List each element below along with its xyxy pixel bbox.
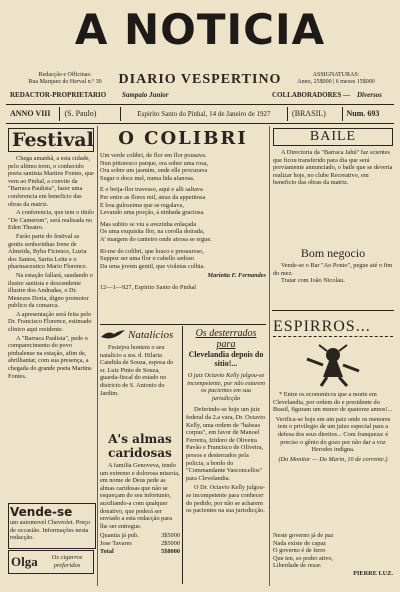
- bom-negocio-text: Vende-se o Bar "Ao Ponto", pegue até o fim do mez.: [273, 262, 393, 277]
- olga-ad: [8, 550, 94, 574]
- ledger-label: Quantia já pub.: [100, 532, 139, 540]
- desterrados-lede: O juiz Octavio Kelly julgou-se incompetente, por não estarem os pacientes em sua jurisdicção: [187, 372, 265, 402]
- almas-heading: A's almas caridosas: [108, 432, 172, 460]
- subscriptions: [280, 72, 392, 86]
- bird-ornament-icon: [100, 328, 126, 342]
- ledger-row: [100, 540, 180, 548]
- divider: [6, 123, 394, 124]
- poem-line: A' margem do canteiro onde airosa se ergue.: [100, 235, 212, 243]
- vende-ad: [8, 503, 96, 549]
- festival-paragraph: A "Barraca Paulista", pede o comparecimento do povo pinhalense na estação, afim de, abrilhantar, com sua presença, a chegada do grande poeta Martins Fontes.: [8, 334, 92, 380]
- editor-name: Sampaio Junior: [122, 91, 169, 99]
- almas-article: [100, 432, 180, 584]
- poem-dateline: 12—1—927, Espirito Santo do Pinhal: [100, 283, 197, 291]
- natalicios-header: [100, 328, 180, 342]
- olga-word: Olga: [11, 554, 38, 570]
- poem-line: Sugar o doce mel, numa lida afanosa.: [100, 174, 195, 182]
- poem-line: Da uma jovem gentil, que violetas colhia.: [100, 262, 205, 270]
- info-bar: [6, 106, 394, 122]
- column-rule: [182, 326, 183, 584]
- poem-stanza: [100, 221, 266, 244]
- poem-line: Ri-me do colibri, que louco e pressuroso,: [100, 247, 204, 255]
- poem-line: Suppoz ser uma flor o cabello sedoso: [100, 255, 195, 263]
- subscriptions-prices: Anno, 25$000 | 6 mezes 15$000: [297, 79, 375, 85]
- contributors-label: COLLABORADORES —: [272, 91, 350, 99]
- poem-line: E o beija-flor travesso, aqui e alli saltava: [100, 186, 203, 194]
- poem-line: Um verde colibri, de flor em flor pousava.: [100, 152, 207, 159]
- subtitle: DIARIO VESPERTINO: [118, 72, 282, 87]
- espirros-body: * Entre os economicos que a morte em Clevelandia, por ordem do e presidente do Brasil, figuram um menor de quatorze annos!...: [273, 391, 393, 414]
- ledger-value: 5$8000: [161, 547, 180, 555]
- baile-article: [273, 128, 393, 244]
- festival-article: [8, 128, 94, 498]
- olga-text: Os cigarros preferidos: [51, 554, 83, 569]
- colibri-poem: [100, 128, 266, 322]
- colibri-heading: O COLIBRI: [118, 128, 248, 149]
- vende-text: um automovel Chevrolet. Preço de occasião. Informações nesta redacção.: [10, 519, 91, 542]
- closing-verse: [273, 532, 393, 586]
- contributors-name: Diversos: [357, 91, 382, 99]
- verse-author: PIERRE LUZ.: [353, 569, 393, 577]
- poem-author: Marietta F. Fernandes: [207, 272, 266, 280]
- column-rule: [97, 126, 98, 586]
- verse-line: Liberdade de rezar.: [273, 562, 322, 570]
- ledger-value: 3$5000: [161, 532, 180, 540]
- divider: [272, 310, 394, 311]
- natalicios-text: Festejou hontem o seu natalicio a sra. d. Hilaria Candida de Souza, esposa do sr. Luiz Pinto de Souza, guarda-fiscal do estado no districto de S. Antonio do Jardim.: [100, 344, 174, 397]
- festival-paragraph: Na estação fallará, saudando o ilustre santista e descendente illustre dos Andradas, o Dr. Menezes Doria, digno promotor publico da comarca.: [8, 271, 93, 310]
- verse-line: Nada existe de capaz: [273, 539, 326, 547]
- desterrados-article: [186, 328, 266, 584]
- poem-line: E boa guloseima que se regalava,: [100, 201, 184, 209]
- poem-line: Levando uma porção, á ninhada graciosa.: [100, 209, 205, 217]
- divider: [100, 324, 266, 325]
- festival-heading: Festival: [8, 128, 94, 152]
- verse-line: O governo é de ferro: [273, 547, 326, 555]
- verse-line: Neste governo já de paz: [273, 532, 334, 539]
- almas-text: A familia Genoveva, tendo um extremo e dolorosa miseria, em nome de Deus pede as almas caridosas que não se esqueçam do seu infortunio, auxiliando-a com qualquer donativo, que poderá ser enviado a esta redacção para lhe ser entregue.: [100, 462, 180, 530]
- jester-illustration-icon: [293, 343, 373, 387]
- festival-paragraph: Farão parte do festival as gentis senhorinhas Irene de Almeida, Byba Fictence, Luzia dos Santos, Sarita Leite e o pharmaceutico Mario Florence.: [8, 232, 88, 271]
- verse-line: Que ten, so poder ativo,: [273, 554, 334, 562]
- espirros-article: [273, 318, 393, 530]
- poem-stanza: [100, 186, 266, 216]
- poem-stanza: [100, 248, 266, 271]
- vende-heading: Vende-se: [10, 505, 73, 519]
- ledger-label: Total: [100, 547, 114, 555]
- office-label: Redacção e Officinas:: [38, 72, 92, 78]
- country: (BRASIL): [288, 107, 342, 121]
- desterrados-heading: Os desterrados para: [195, 328, 257, 350]
- bom-negocio-heading: Bom negocio: [300, 246, 366, 260]
- festival-paragraph: A apresentação será feita pelo Dr. Francisco Florence, estimado clinico aqui residente.: [8, 310, 92, 334]
- espirros-signature: (Do Monitor — Do Marin, 10 de corrente.): [278, 455, 388, 463]
- column-rule: [269, 126, 270, 586]
- ledger-row: [100, 548, 180, 556]
- office-address: [10, 72, 120, 86]
- baile-heading: BAILE: [273, 128, 393, 146]
- subscriptions-label: ASSIGNATURAS:: [312, 72, 360, 78]
- poem-line: Mas subito se viu a avezinha enlaçada: [100, 220, 197, 228]
- issue-number: Num. 693: [346, 109, 380, 118]
- issue-date: Espirito Santo do Pinhal, 14 de Janeiro de 1927: [121, 107, 288, 121]
- espirros-heading: ESPIRROS...: [273, 318, 393, 337]
- poem-line: Per entre as flores mil, atraz da appetitosa: [100, 193, 206, 201]
- festival-paragraph: Chega amanhã, a esta cidade, pelo ultimo trem, o conhecido poeta santista Martins Fontes, que vem ao Pinhal, a convite da "Barraca Paulista", fazer uma conferencia em beneficio das obras da matriz.: [8, 155, 94, 208]
- divider: [6, 104, 394, 105]
- festival-paragraph: A conferencia, que tem o titulo "De Camerom", será realisada no Eden Theatro.: [8, 209, 94, 232]
- ledger-value: 2$5000: [161, 539, 180, 547]
- espirros-stanza: Verifica-se hoje em um paiz onde os menores tem o privilegio de um juizo especial para a defesa dos seus direitos... Com franqueza: é preciso o gênio do gozo por não dar a voz Herodes indigna.: [275, 415, 391, 454]
- year: ANNO VIII: [6, 107, 60, 121]
- editor-label: REDACTOR-PROPRIETARIO: [10, 91, 107, 99]
- poem-stanza: [100, 152, 266, 182]
- desterrados-paragraph: O Dr. Octavio Kelly julgou-se incompetente para conhecer do pedido, por não se acharem os pacientes na sua jurisdicção.: [186, 484, 265, 515]
- natalicios-article: [100, 328, 180, 428]
- poem-line: Ora sobre um jasmim, onde elle procurava: [100, 167, 208, 175]
- office-street: Rua Marquez do Herval n.º 30: [28, 79, 102, 85]
- poem-line: Os uma exquisita flor, na corolla doirada,: [100, 228, 205, 236]
- bom-negocio-contact: Tratar com João Nicolau.: [281, 277, 345, 285]
- desterrados-subheading: Clevelandia depois do sitio!...: [188, 350, 264, 368]
- masthead-title: A NOTICIA: [74, 5, 326, 54]
- ledger-label: Jose Tavares: [100, 539, 132, 547]
- bom-negocio-ad: [273, 246, 393, 306]
- baile-text: A Directoria da "Barraca Jahú" faz scientes que ficou transferido para dia que será previamente annunciado, o baile que se deveria realizar hoje, no clube Recreativo, em beneficio das obras da matriz.: [273, 149, 393, 187]
- poem-line: Nun pittoresco parque, era sobre uma rosa,: [100, 159, 209, 167]
- natalicios-heading: Natalicios: [128, 329, 174, 341]
- desterrados-paragraph: Deferindo-se hoje um juiz federal da 2.a vara, Dr. Octavio Kelly, uma ordem de "habeas corpus", em favor de Manoel Ferreira, Izidoro de Oliveira Pavão e Francisco de Oliveira, presos e desterrados pela policia, a bordo do "Commandante Vasconcellos" para Clevelandia.: [186, 406, 266, 482]
- state: (S. Paulo): [60, 107, 120, 121]
- ledger-row: [100, 532, 180, 540]
